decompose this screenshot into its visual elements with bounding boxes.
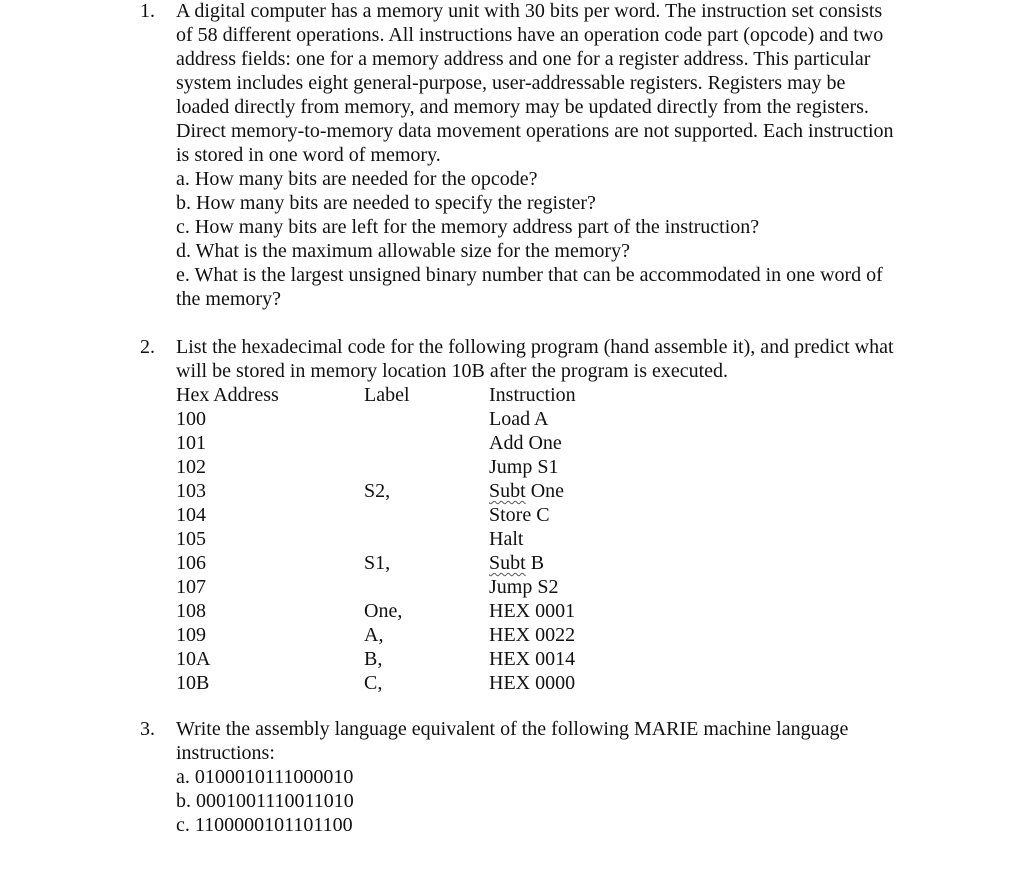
- header-instruction: Instruction: [489, 384, 576, 406]
- label-cell: [364, 431, 489, 455]
- instruction-opcode: HEX: [489, 672, 531, 694]
- instruction-opcode: Halt: [489, 528, 524, 550]
- hex-address-cell: 105: [176, 528, 206, 550]
- sub-question-e: e. What is the largest unsigned binary number that can be accommodated in one word of: [176, 264, 883, 286]
- instruction-operand: 0001: [535, 600, 576, 622]
- header-hex-address: Hex Address: [176, 384, 279, 406]
- header-label: Label: [364, 384, 410, 406]
- question-number: 3.: [140, 718, 155, 740]
- hex-address-cell: 103: [176, 480, 206, 502]
- instruction-opcode: Store: [489, 504, 532, 526]
- question-text-line: Write the assembly language equivalent of the following MARIE machine language: [176, 718, 849, 740]
- program-row: [176, 407, 689, 431]
- sub-question-e-cont: the memory?: [176, 288, 281, 310]
- label-cell: A,: [364, 624, 384, 646]
- instruction-cell: [489, 455, 689, 479]
- instruction-cell: [489, 527, 689, 551]
- question-text-line: system includes eight general-purpose, user-addressable registers. Registers may be: [176, 72, 846, 94]
- question-number: 1.: [140, 0, 155, 22]
- instruction-operand: B: [530, 552, 545, 574]
- question-text-line: Direct memory-to-memory data movement operations are not supported. Each instruction: [176, 120, 894, 142]
- program-row: [176, 551, 689, 575]
- instruction-cell: [489, 647, 689, 671]
- program-row: [176, 527, 689, 551]
- hex-address-cell: 10B: [176, 672, 210, 694]
- hex-address-cell: 106: [176, 552, 206, 574]
- sub-question-c: c. 1100000101101100: [176, 814, 353, 836]
- question-text-line: of 58 different operations. All instructions have an operation code part (opcode) and two: [176, 24, 884, 46]
- label-cell: S2,: [364, 480, 391, 502]
- program-row: [176, 503, 689, 527]
- sub-question-b: b. How many bits are needed to specify the register?: [176, 192, 596, 214]
- program-row: [176, 647, 689, 671]
- instruction-cell: [489, 575, 689, 599]
- label-cell: [364, 455, 489, 479]
- hex-address-cell: 100: [176, 408, 206, 430]
- program-row: [176, 623, 689, 647]
- label-cell: [364, 503, 489, 527]
- question-text-line: will be stored in memory location 10B after the program is executed.: [176, 360, 729, 382]
- label-cell: [364, 407, 489, 431]
- instruction-cell: [489, 599, 689, 623]
- question-3: [140, 717, 940, 837]
- sub-question-d: d. What is the maximum allowable size for the memory?: [176, 240, 630, 262]
- instruction-cell: [489, 551, 689, 575]
- program-row: [176, 479, 689, 503]
- instruction-cell: [489, 407, 689, 431]
- instruction-opcode: Subt: [489, 480, 526, 502]
- program-row: [176, 671, 689, 695]
- label-cell: S1,: [364, 552, 391, 574]
- label-cell: B,: [364, 648, 383, 670]
- instruction-opcode: HEX: [489, 648, 531, 670]
- sub-question-a: a. How many bits are needed for the opcode?: [176, 168, 538, 190]
- instruction-cell: [489, 431, 689, 455]
- program-row: [176, 431, 689, 455]
- question-body: [176, 0, 940, 311]
- hex-address-cell: 104: [176, 504, 206, 526]
- instruction-operand: 0014: [535, 648, 576, 670]
- instruction-cell: [489, 503, 689, 527]
- hex-address-cell: 108: [176, 600, 206, 622]
- instruction-opcode: Load: [489, 408, 531, 430]
- instruction-operand: S2: [537, 576, 559, 598]
- question-2: [140, 335, 940, 695]
- instruction-operand: 0022: [535, 624, 576, 646]
- instruction-operand: S1: [537, 456, 559, 478]
- label-cell: [364, 575, 489, 599]
- hex-address-cell: 107: [176, 576, 206, 598]
- instruction-opcode: Add: [489, 432, 524, 454]
- question-text-line: List the hexadecimal code for the following program (hand assemble it), and predict what: [176, 336, 894, 358]
- question-body: [176, 335, 940, 695]
- instruction-operand: One: [528, 432, 562, 454]
- question-body: [176, 717, 940, 837]
- sub-question-a: a. 0100010111000010: [176, 766, 354, 788]
- hex-address-cell: 109: [176, 624, 206, 646]
- program-row: [176, 575, 689, 599]
- label-cell: One,: [364, 600, 403, 622]
- sub-question-b: b. 0001001110011010: [176, 790, 354, 812]
- program-row: [176, 599, 689, 623]
- program-row: [176, 455, 689, 479]
- question-1: [140, 0, 940, 311]
- hex-address-cell: 10A: [176, 648, 211, 670]
- question-text-line: A digital computer has a memory unit with 30 bits per word. The instruction set consists: [176, 0, 883, 22]
- instruction-operand: 0000: [535, 672, 576, 694]
- program-table-header: [176, 383, 689, 407]
- hex-address-cell: 102: [176, 456, 206, 478]
- instruction-opcode: HEX: [489, 624, 531, 646]
- instruction-opcode: Jump: [489, 576, 533, 598]
- question-text-line: address fields: one for a memory address and one for a register address. This particular: [176, 48, 871, 70]
- instruction-operand: C: [536, 504, 550, 526]
- instruction-operand: A: [534, 408, 549, 430]
- instruction-opcode: Subt: [489, 552, 526, 574]
- hex-address-cell: 101: [176, 432, 206, 454]
- program-table: [176, 383, 689, 695]
- instruction-opcode: HEX: [489, 600, 531, 622]
- question-text-line: loaded directly from memory, and memory may be updated directly from the registers.: [176, 96, 869, 118]
- label-cell: C,: [364, 672, 383, 694]
- question-number: 2.: [140, 336, 155, 358]
- instruction-operand: One: [530, 480, 565, 502]
- instruction-cell: [489, 671, 689, 695]
- instruction-opcode: Jump: [489, 456, 533, 478]
- sub-question-c: c. How many bits are left for the memory address part of the instruction?: [176, 216, 760, 238]
- instruction-cell: [489, 623, 689, 647]
- instruction-cell: [489, 479, 689, 503]
- question-text-line: instructions:: [176, 742, 275, 764]
- label-cell: [364, 527, 489, 551]
- question-text-line: is stored in one word of memory.: [176, 144, 441, 166]
